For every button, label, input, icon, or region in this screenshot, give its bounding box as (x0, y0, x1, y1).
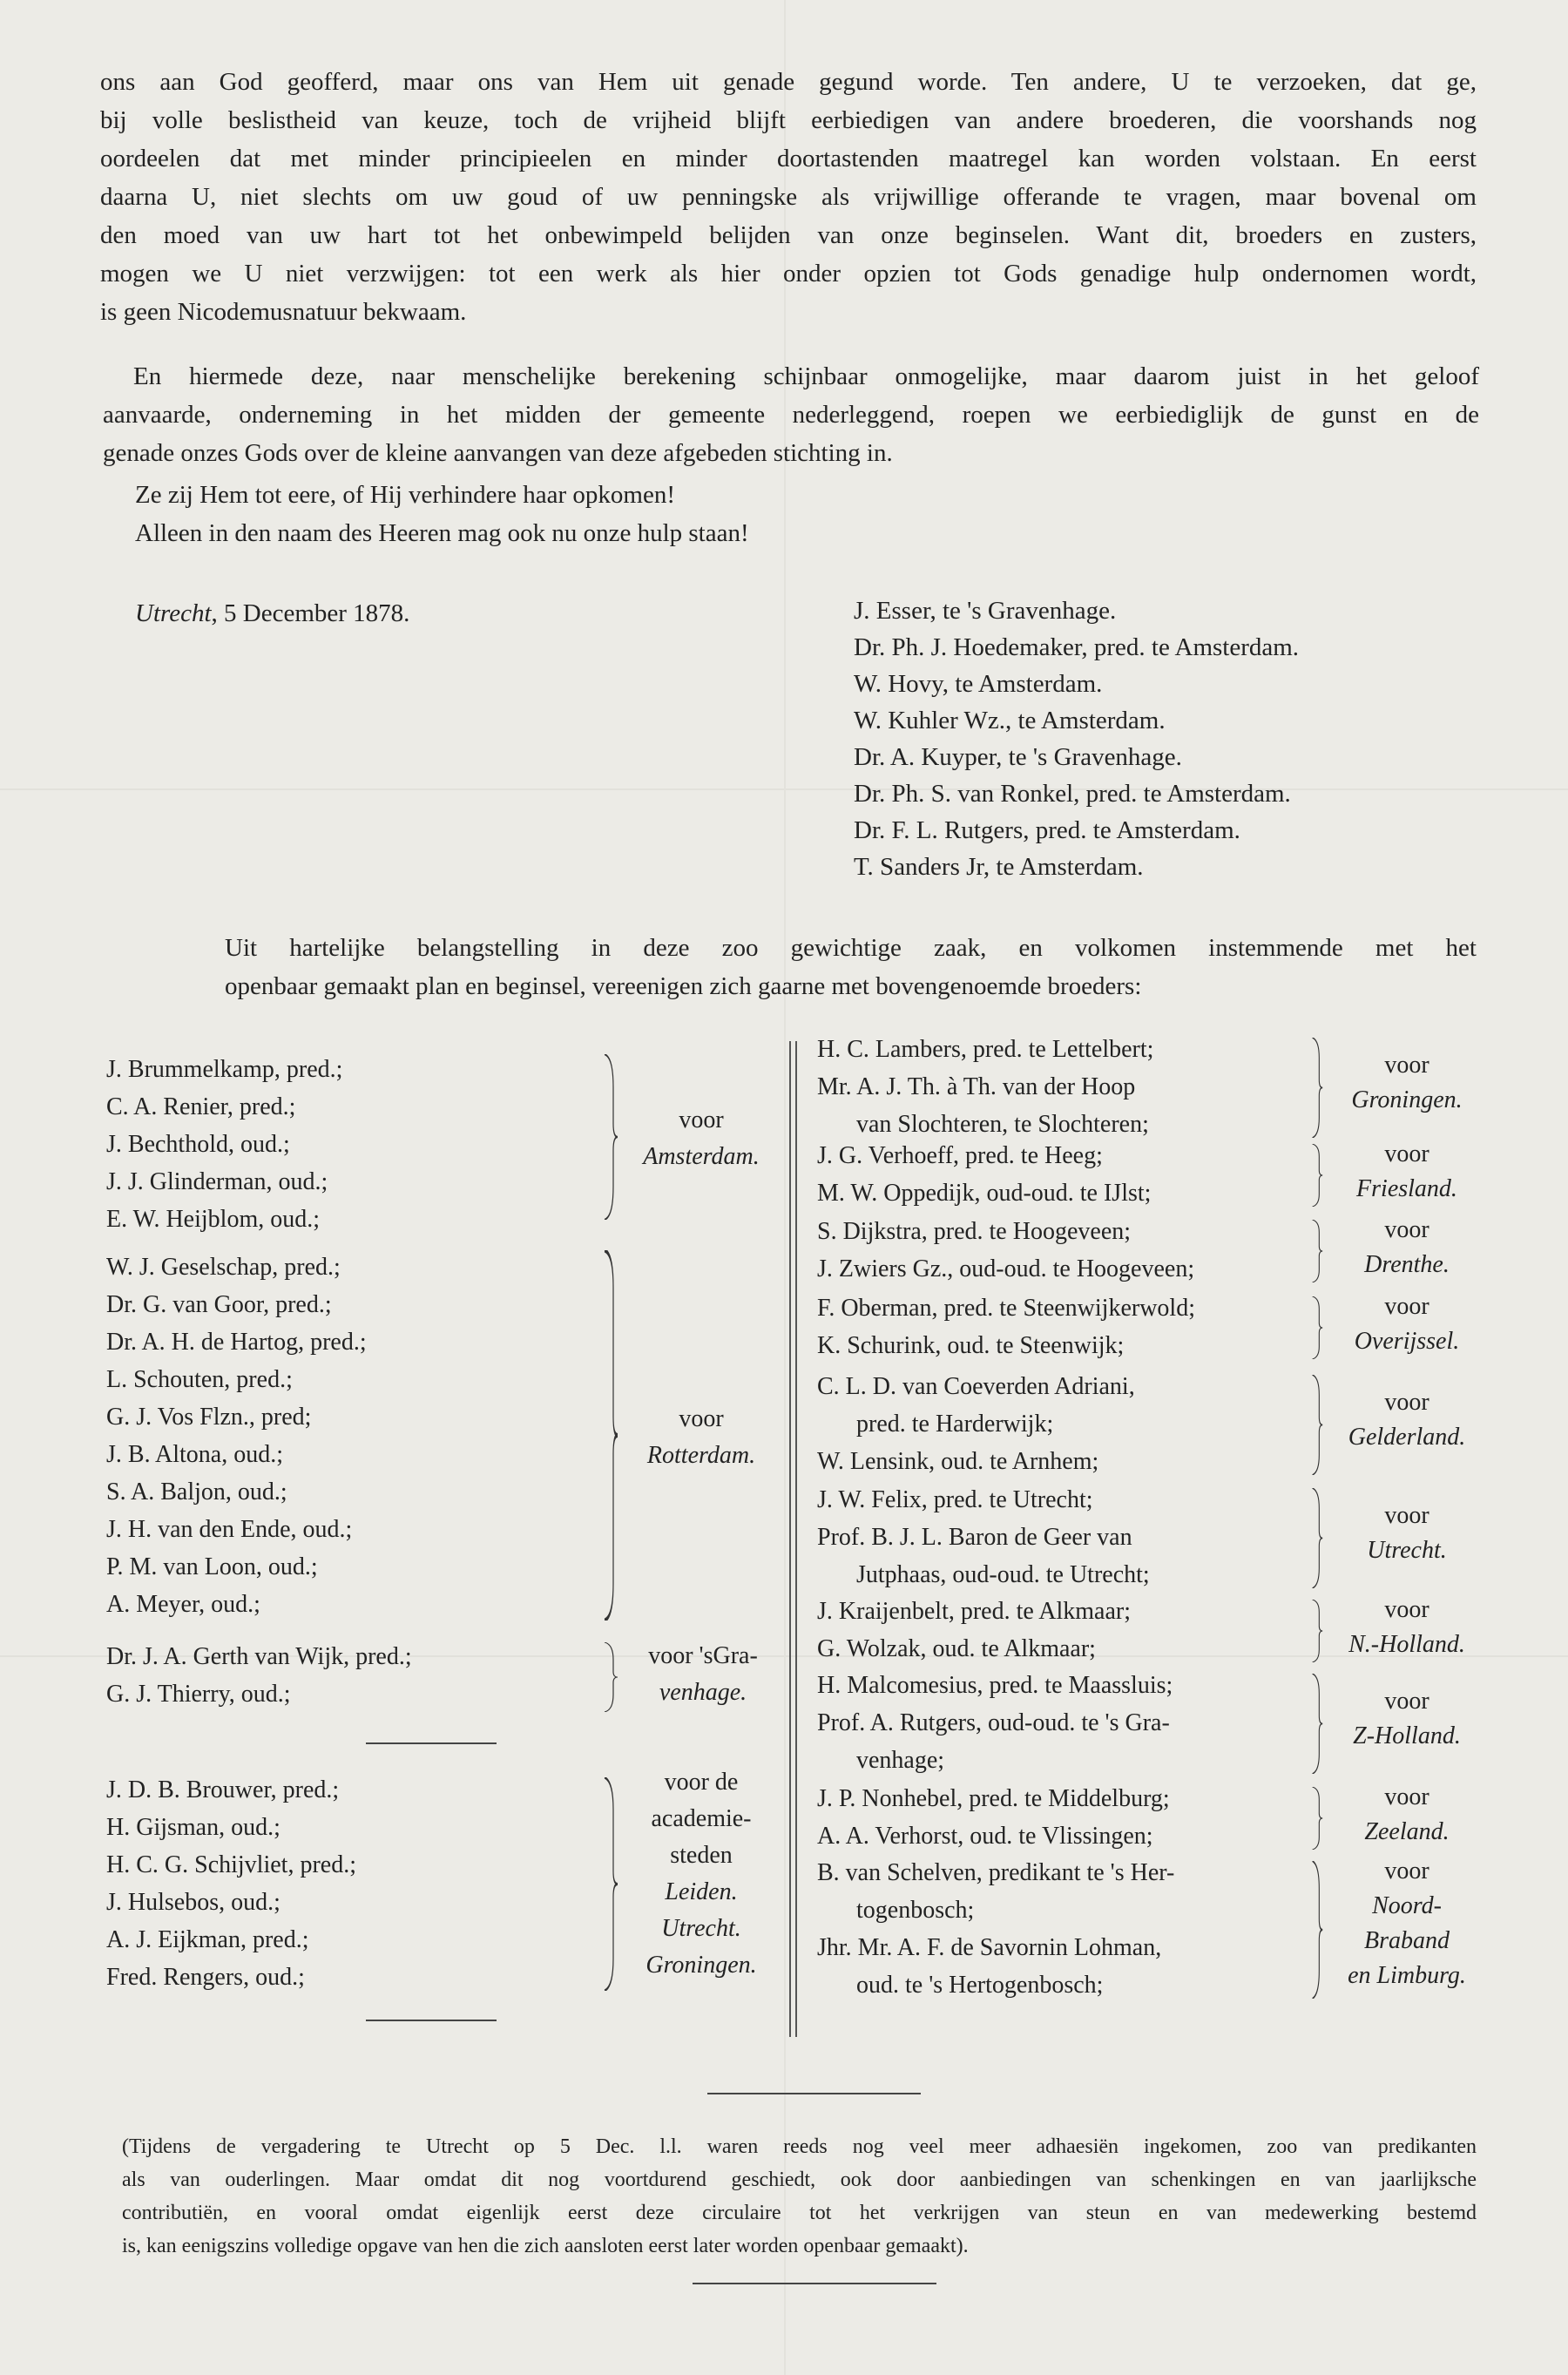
label-line: Amsterdam. (643, 1143, 760, 1170)
member-name: G. Wolzak, oud. te Alkmaar; (817, 1635, 1096, 1662)
label-line: voor (1384, 1502, 1429, 1529)
member-name: E. W. Heijblom, oud.; (106, 1206, 320, 1233)
label-line: voor (1384, 1688, 1429, 1715)
right-group (817, 1481, 1322, 1593)
footnote-line: als van ouderlingen. Maar omdat dit nog voortdurend geschiedt, ook door aanbiedingen van schenkingen en van jaarlijksche (122, 2169, 1477, 2191)
member-name: Dr. A. H. de Hartog, pred.; (106, 1329, 367, 1356)
member-name: J. Brummelkamp, pred.; (106, 1056, 343, 1083)
member-name: J. G. Verhoeff, pred. te Heeg; (817, 1142, 1103, 1169)
label-line: Utrecht. (1367, 1537, 1447, 1564)
group-rotterdam (106, 1248, 367, 1623)
group-amsterdam (106, 1051, 342, 1238)
label-line: voor (1384, 1596, 1429, 1623)
member-name: Fred. Rengers, oud.; (106, 1964, 305, 1991)
label-line: steden (670, 1842, 733, 1869)
label-line: academie- (651, 1805, 752, 1832)
member-name: van Slochteren, te Slochteren; (856, 1111, 1149, 1138)
closing-line: Ze zij Hem tot eere, of Hij verhindere haar opkomen! (135, 481, 676, 509)
text-line: En hiermede deze, naar menschelijke berekening schijnbaar onmogelijke, maar daarom juist in het geloof (133, 362, 1479, 390)
label-line: Utrecht. (661, 1915, 741, 1942)
brace (1311, 1220, 1323, 1282)
footnote-line: is, kan eenigszins volledige opgave van hen die zich aansloten eerst later worden openbaar gemaakt). (122, 2235, 969, 2257)
brace (1311, 1674, 1323, 1774)
group-academiesteden (106, 1771, 356, 1996)
brace (603, 1054, 618, 1220)
brace (1311, 1861, 1323, 1999)
group-label (623, 1102, 780, 1175)
closing-paragraph (103, 357, 1479, 472)
right-group (817, 1289, 1322, 1364)
right-group (817, 1368, 1322, 1480)
text-line: genade onzes Gods over de kleine aanvangen van deze afgebeden stichting in. (103, 439, 893, 467)
member-name: A. A. Verhorst, oud. te Vlissingen; (817, 1823, 1153, 1850)
group-gravenhage (106, 1638, 412, 1713)
brace (1311, 1375, 1323, 1475)
brace (1311, 1787, 1323, 1850)
adhesion-line: Uit hartelijke belangstelling in deze zoo gewichtige zaak, en volkomen instemmende met het (225, 934, 1477, 962)
member-name: Prof. A. Rutgers, oud-oud. te 's Gra- (817, 1709, 1170, 1736)
member-name: J. W. Felix, pred. te Utrecht; (817, 1486, 1093, 1513)
right-group (817, 1780, 1322, 1855)
member-name: oud. te 's Hertogenbosch; (856, 1972, 1104, 1999)
member-name: L. Schouten, pred.; (106, 1366, 293, 1393)
group-label (1328, 1499, 1485, 1568)
member-name: C. A. Renier, pred.; (106, 1093, 296, 1120)
date: , 5 December 1878. (211, 599, 410, 627)
member-name: Jutphaas, oud-oud. te Utrecht; (856, 1561, 1150, 1588)
member-name: J. Kraijenbelt, pred. te Alkmaar; (817, 1598, 1131, 1625)
right-group (817, 1667, 1322, 1779)
separator-rule (366, 2020, 497, 2021)
member-name: Dr. G. van Goor, pred.; (106, 1291, 332, 1318)
label-line: en Limburg. (1348, 1962, 1466, 1989)
brace (603, 1777, 618, 1991)
right-group (817, 1031, 1322, 1143)
member-name: J. Bechthold, oud.; (106, 1131, 290, 1158)
group-label (1328, 1854, 1485, 1993)
group-label (620, 1638, 786, 1711)
label-line: Gelderland. (1348, 1424, 1466, 1451)
label-line: N.-Holland. (1348, 1631, 1465, 1658)
label-line: Drenthe. (1364, 1251, 1450, 1278)
label-line: voor de (664, 1769, 739, 1796)
text-line: aanvaarde, onderneming in het midden der gemeente nederleggend, roepen we eerbiediglijk de gunst en de (103, 401, 1479, 429)
group-label (1328, 1593, 1485, 1662)
member-name: pred. te Harderwijk; (856, 1411, 1054, 1438)
right-group (817, 1854, 1322, 2004)
signatory: Dr. Ph. J. Hoedemaker, pred. te Amsterdam. (854, 633, 1300, 661)
column-divider (789, 1041, 791, 2037)
label-line: voor (1384, 1052, 1429, 1079)
label-line: voor (679, 1405, 724, 1432)
text-line: is geen Nicodemusnatuur bekwaam. (100, 298, 467, 326)
signatories-list (854, 592, 1299, 885)
footnote-line: (Tijdens de vergadering te Utrecht op 5 Dec. l.l. waren reeds nog veel meer adhaesiën ingekomen, zoo van predikanten (122, 2135, 1477, 2158)
member-name: H. Gijsman, oud.; (106, 1814, 280, 1841)
place-date (135, 596, 409, 631)
text-line: oordeelen dat met minder principieelen en minder doortastenden maatregel kan worden volstaan. En eerst (100, 145, 1477, 173)
right-group (817, 1593, 1322, 1668)
member-name: J. P. Nonhebel, pred. te Middelburg; (817, 1785, 1170, 1812)
member-name: J. Hulsebos, oud.; (106, 1889, 280, 1916)
label-line: Leiden. (665, 1878, 738, 1905)
signatory: Dr. Ph. S. van Ronkel, pred. te Amsterdam. (854, 780, 1291, 808)
label-line: Braband (1364, 1927, 1450, 1954)
member-name: Jhr. Mr. A. F. de Savornin Lohman, (817, 1934, 1162, 1961)
member-name: H. Malcomesius, pred. te Maassluis; (817, 1672, 1173, 1699)
brace (1311, 1144, 1323, 1207)
label-line: Groningen. (645, 1952, 757, 1979)
member-name: P. M. van Loon, oud.; (106, 1553, 318, 1580)
text-line: bij volle beslistheid van keuze, toch de vrijheid blijft eerbiedigen van andere broederen, die voorshands nog (100, 106, 1477, 134)
right-group (817, 1137, 1322, 1212)
member-name: J. Zwiers Gz., oud-oud. te Hoogeveen; (817, 1255, 1195, 1282)
place: Utrecht (135, 599, 212, 627)
text-line: den moed van uw hart tot het onbewimpeld belijden van onze beginselen. Want dit, broeders en zusters, (100, 221, 1477, 249)
brace (1311, 1296, 1323, 1359)
member-name: A. J. Eijkman, pred.; (106, 1926, 309, 1953)
label-line: Overijssel. (1354, 1328, 1460, 1355)
group-label (1328, 1048, 1485, 1118)
separator-rule (693, 2283, 936, 2284)
closing-line: Alleen in den naam des Heeren mag ook nu onze hulp staan! (135, 519, 749, 547)
label-line: venhage. (659, 1679, 747, 1706)
member-name: J. D. B. Brouwer, pred.; (106, 1776, 340, 1803)
label-line: voor (679, 1106, 724, 1133)
label-line: voor (1384, 1857, 1429, 1884)
label-line: voor (1384, 1783, 1429, 1810)
group-label (1328, 1780, 1485, 1850)
group-label (623, 1764, 780, 1984)
column-divider (795, 1041, 797, 2037)
member-name: F. Oberman, pred. te Steenwijkerwold; (817, 1295, 1195, 1322)
member-name: C. L. D. van Coeverden Adriani, (817, 1373, 1135, 1400)
member-name: S. Dijkstra, pred. te Hoogeveen; (817, 1218, 1132, 1245)
group-label (1328, 1289, 1485, 1359)
text-line: mogen we U niet verzwijgen: tot een werk als hier onder opzien tot Gods genadige hulp ondernomen wordt, (100, 260, 1477, 288)
member-name: G. J. Thierry, oud.; (106, 1681, 291, 1708)
text-line: ons aan God geofferd, maar ons van Hem uit genade gegund worde. Ten andere, U te verzoeken, dat ge, (100, 68, 1477, 96)
signatory: W. Hovy, te Amsterdam. (854, 670, 1103, 698)
group-label (1328, 1213, 1485, 1282)
group-label (1328, 1684, 1485, 1754)
member-name: togenbosch; (856, 1897, 975, 1924)
signatory: Dr. F. L. Rutgers, pred. te Amsterdam. (854, 816, 1240, 844)
footnote (122, 2130, 1477, 2263)
member-name: A. Meyer, oud.; (106, 1591, 260, 1618)
brace (603, 1642, 618, 1712)
label-line: Groningen. (1351, 1086, 1463, 1113)
member-name: S. A. Baljon, oud.; (106, 1478, 287, 1506)
member-name: J. B. Altona, oud.; (106, 1441, 284, 1468)
label-line: Z-Holland. (1353, 1722, 1461, 1749)
brace (603, 1250, 618, 1621)
label-line: voor (1384, 1293, 1429, 1320)
group-label (1328, 1385, 1485, 1455)
label-line: Zeeland. (1364, 1818, 1450, 1845)
member-name: Dr. J. A. Gerth van Wijk, pred.; (106, 1643, 412, 1670)
member-name: W. Lensink, oud. te Arnhem; (817, 1448, 1099, 1475)
member-name: J. J. Glinderman, oud.; (106, 1168, 328, 1195)
label-line: voor (1384, 1140, 1429, 1167)
member-name: J. H. van den Ende, oud.; (106, 1516, 353, 1543)
member-name: venhage; (856, 1747, 945, 1774)
separator-rule (707, 2093, 921, 2094)
right-group (817, 1213, 1322, 1288)
text-line: daarna U, niet slechts om uw goud of uw penningske als vrijwillige offerande te vragen, maar bovenal om (100, 183, 1477, 211)
adhesion-line: openbaar gemaakt plan en beginsel, vereenigen zich gaarne met bovengenoemde broeders: (225, 972, 1142, 1000)
group-label (623, 1401, 780, 1474)
member-name: B. van Schelven, predikant te 's Her- (817, 1859, 1175, 1886)
group-label (1328, 1137, 1485, 1207)
signatory: Dr. A. Kuyper, te 's Gravenhage. (854, 743, 1182, 771)
signatory: W. Kuhler Wz., te Amsterdam. (854, 707, 1166, 734)
signatory: T. Sanders Jr, te Amsterdam. (854, 853, 1144, 881)
separator-rule (366, 1742, 497, 1744)
member-name: K. Schurink, oud. te Steenwijk; (817, 1332, 1125, 1359)
signatory: J. Esser, te 's Gravenhage. (854, 597, 1117, 625)
member-name: W. J. Geselschap, pred.; (106, 1254, 341, 1281)
member-name: G. J. Vos Flzn., pred; (106, 1404, 312, 1431)
member-name: M. W. Oppedijk, oud-oud. te IJlst; (817, 1180, 1152, 1207)
brace (1311, 1488, 1323, 1588)
member-name: Mr. A. J. Th. à Th. van der Hoop (817, 1073, 1136, 1100)
label-line: Friesland. (1356, 1175, 1457, 1202)
member-name: H. C. Lambers, pred. te Lettelbert; (817, 1036, 1154, 1063)
label-line: voor (1384, 1216, 1429, 1243)
label-line: Rotterdam. (646, 1442, 756, 1469)
brace (1311, 1600, 1323, 1662)
intro-paragraph (100, 63, 1477, 331)
member-name: H. C. G. Schijvliet, pred.; (106, 1851, 356, 1878)
footnote-line: contributiën, en vooral omdat eigenlijk eerst deze circulaire tot het verkrijgen van steun en van medewerking bestemd (122, 2202, 1477, 2224)
label-line: Noord- (1372, 1892, 1442, 1919)
label-line: voor 'sGra- (648, 1642, 758, 1669)
member-name: Prof. B. J. L. Baron de Geer van (817, 1524, 1132, 1551)
fold-line (784, 0, 786, 2375)
label-line: voor (1384, 1389, 1429, 1416)
brace (1311, 1038, 1323, 1138)
